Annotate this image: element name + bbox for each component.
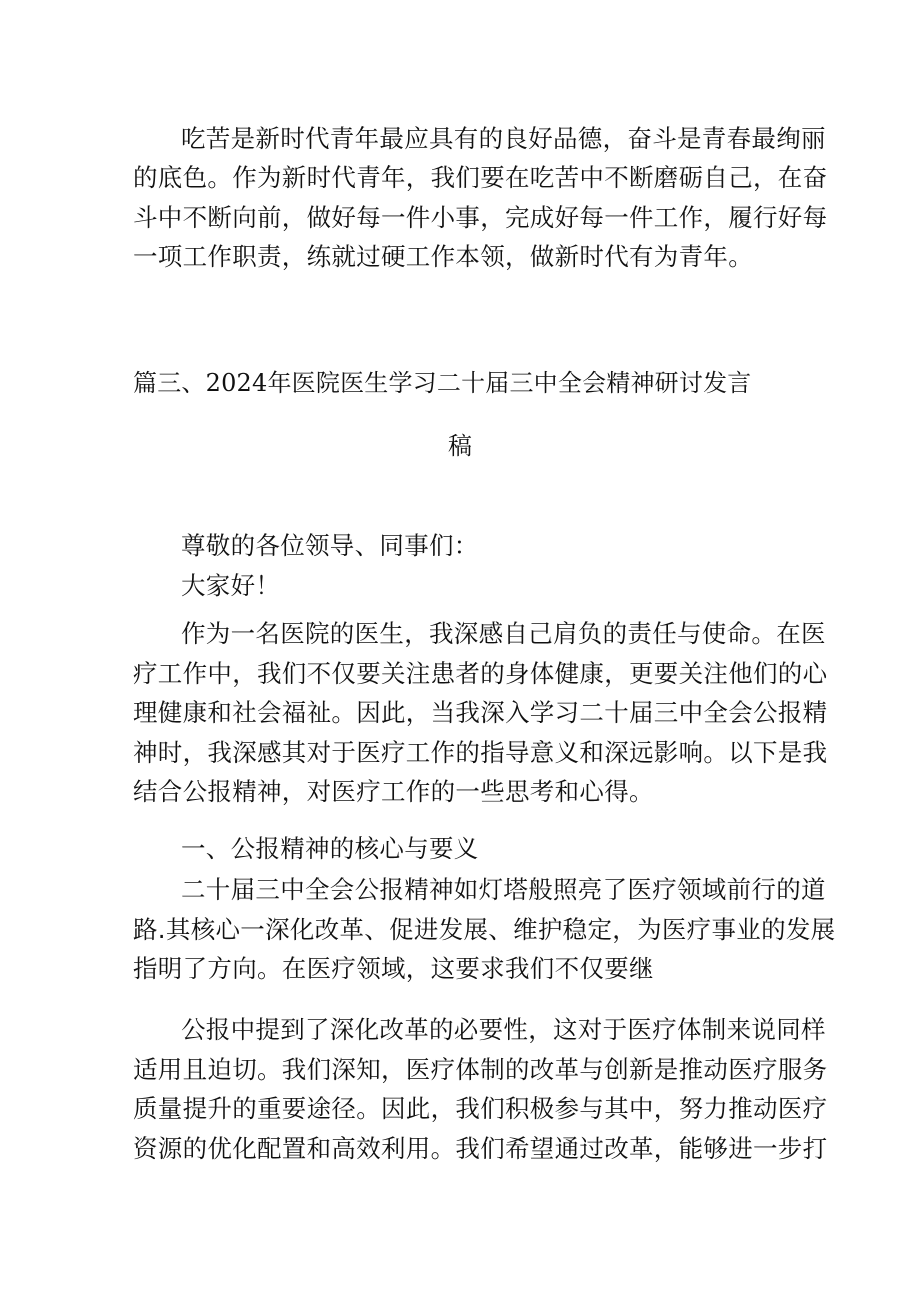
text-line: 神时，我深感其对于医疗工作的指导意义和深远影响。以下是我 (133, 738, 828, 767)
greeting: 尊敬的各位领导、同事们： (181, 531, 479, 560)
text-line: 指明了方向。在医疗领域，这要求我们不仅要继 (133, 954, 654, 983)
text-line: 二十届三中全会公报精神如灯塔般照亮了医疗领域前行的道 (181, 875, 826, 904)
section-heading: 一、公报精神的核心与要义 (181, 834, 479, 863)
section-title-continued: 稿 (448, 432, 473, 460)
text-line: 结合公报精神，对医疗工作的一些思考和心得。 (133, 777, 654, 806)
text-line: 吃苦是新时代青年最应具有的良好品德，奋斗是青春最绚丽 (181, 124, 826, 153)
text-line: 理健康和社会福祉。因此，当我深入学习二十届三中全会公报精 (133, 698, 828, 727)
text-line: 公报中提到了深化改革的必要性，这对于医疗体制来说同样 (181, 1015, 826, 1044)
section-title: 篇三、2024年医院医生学习二十届三中全会精神研讨发言 (133, 369, 752, 397)
hello: 大家好！ (181, 571, 281, 600)
text-line: 的底色。作为新时代青年，我们要在吃苦中不断磨砺自己，在奋 (133, 163, 828, 192)
text-line: 适用且迫切。我们深知，医疗体制的改革与创新是推动医疗服务 (133, 1055, 828, 1084)
text-line: 疗工作中，我们不仅要关注患者的身体健康，更要关注他们的心 (133, 659, 828, 688)
text-line: 资源的优化配置和高效利用。我们希望通过改革，能够进一步打 (133, 1134, 828, 1163)
text-line: 质量提升的重要途径。因此，我们积极参与其中，努力推动医疗 (133, 1094, 828, 1123)
text-line: 斗中不断向前，做好每一件小事，完成好每一件工作，履行好每 (133, 203, 828, 232)
text-line: 一项工作职责，练就过硬工作本领，做新时代有为青年。 (133, 242, 753, 271)
text-line: 作为一名医院的医生，我深感自己肩负的责任与使命。在医 (181, 619, 826, 648)
text-line: 路.其核心一深化改革、促进发展、维护稳定，为医疗事业的发展 (133, 915, 836, 944)
